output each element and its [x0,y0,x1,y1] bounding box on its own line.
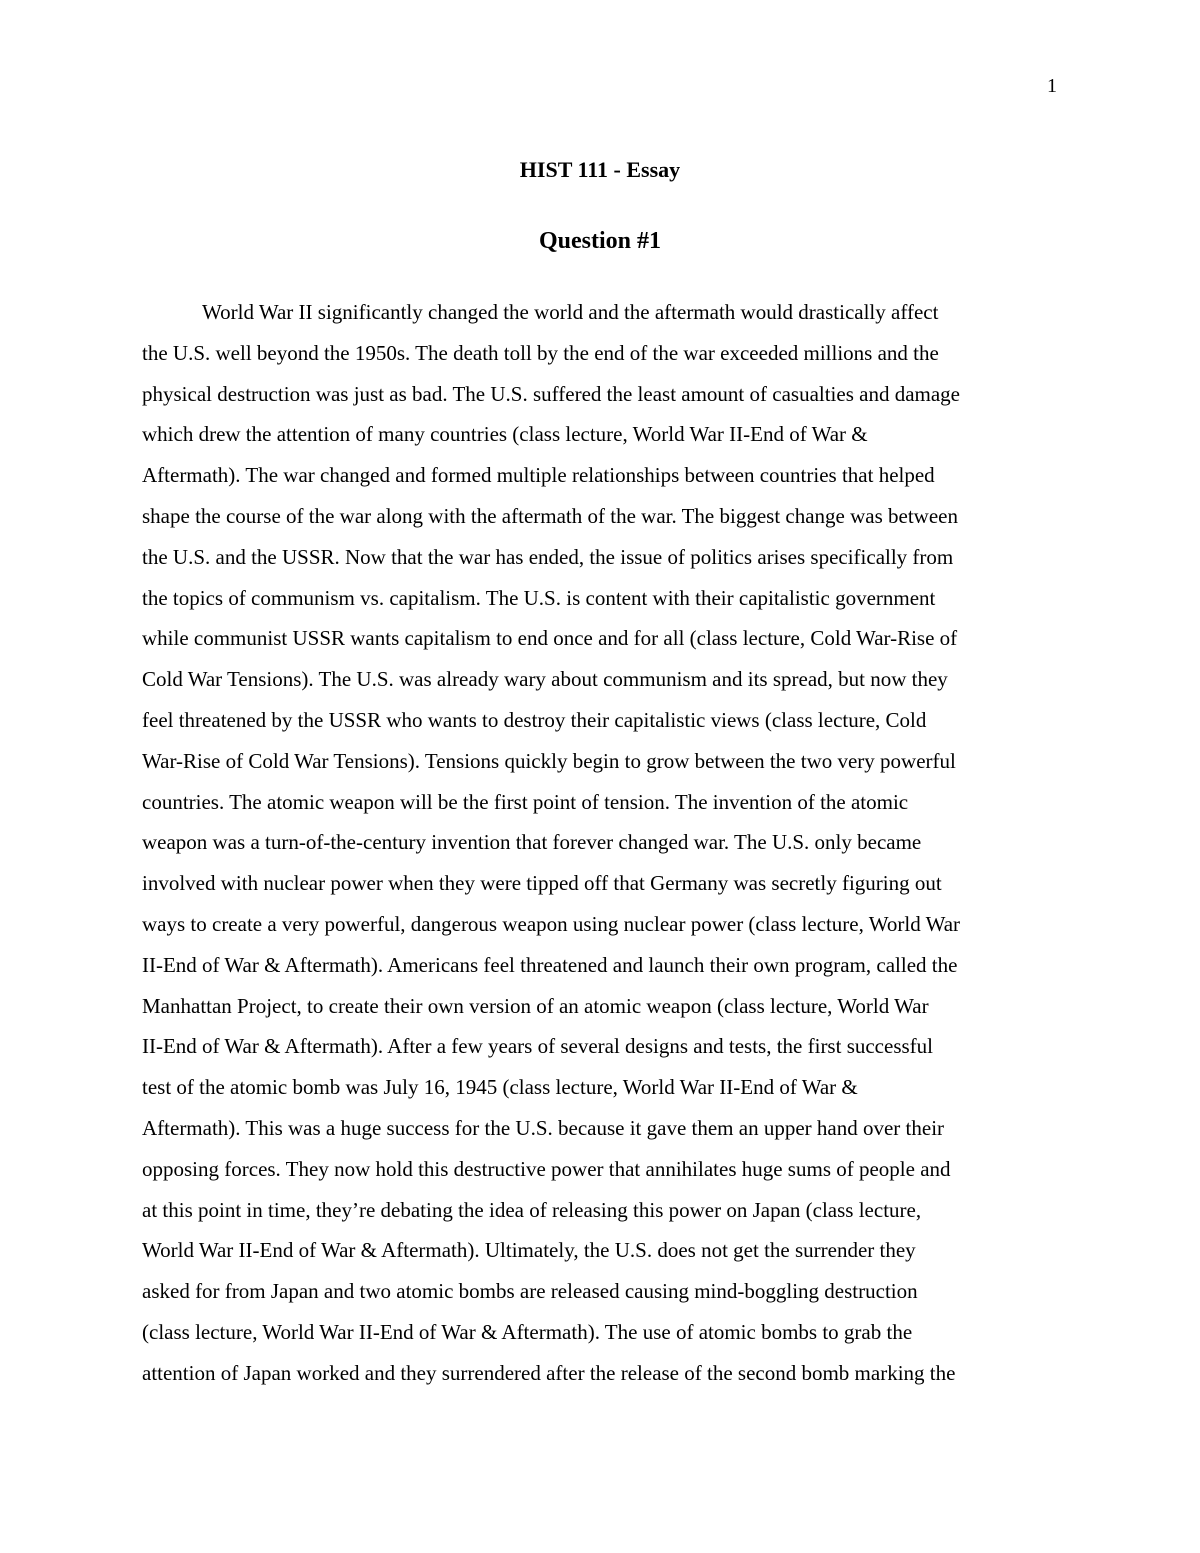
essay-line: shape the course of the war along with the aftermath of the war. The biggest change was between [142,503,958,528]
essay-line: attention of Japan worked and they surrendered after the release of the second bomb marking the [142,1360,956,1385]
essay-line: while communist USSR wants capitalism to end once and for all (class lecture, Cold War-Rise of [142,626,958,651]
essay-line: the topics of communism vs. capitalism. The U.S. is content with their capitalistic government [142,585,936,610]
essay-line: Cold War Tensions). The U.S. was already wary about communism and its spread, but now they [142,667,948,692]
essay-line: Aftermath). This was a huge success for the U.S. because it gave them an upper hand over their [142,1115,945,1140]
essay-line: countries. The atomic weapon will be the first point of tension. The invention of the atomic [142,789,909,814]
essay-line: involved with nuclear power when they were tipped off that Germany was secretly figuring out [142,871,942,896]
page-number: 1 [1047,75,1057,97]
essay-line: ways to create a very powerful, dangerous weapon using nuclear power (class lecture, World War [142,911,961,936]
essay-line: test of the atomic bomb was July 16, 1945 (class lecture, World War II-End of War & [142,1075,858,1100]
essay-line: Manhattan Project, to create their own version of an atomic weapon (class lecture, World War [142,993,929,1018]
essay-line: II-End of War & Aftermath). Americans feel threatened and launch their own program, called the [142,952,958,977]
essay-line: (class lecture, World War II-End of War & Aftermath). The use of atomic bombs to grab the [142,1319,913,1344]
essay-line: the U.S. well beyond the 1950s. The death toll by the end of the war exceeded millions and the [142,340,939,365]
essay-line: feel threatened by the USSR who wants to destroy their capitalistic views (class lecture, Cold [142,707,927,732]
section-heading: Question #1 [538,228,661,254]
essay-line: II-End of War & Aftermath). After a few years of several designs and tests, the first successful [142,1034,933,1059]
essay-line: weapon was a turn-of-the-century invention that forever changed war. The U.S. only became [142,830,922,855]
document-title: HIST 111 - Essay [519,157,681,182]
essay-line: which drew the attention of many countries (class lecture, World War II-End of War & [142,422,868,447]
essay-line: physical destruction was just as bad. The U.S. suffered the least amount of casualties and damage [142,381,961,406]
essay-line: War-Rise of Cold War Tensions). Tensions quickly begin to grow between the two very powerful [142,748,956,773]
essay-line: World War II significantly changed the world and the aftermath would drastically affect [202,300,939,324]
essay-line: asked for from Japan and two atomic bombs are released causing mind-boggling destruction [142,1279,918,1304]
essay-line: Aftermath). The war changed and formed multiple relationships between countries that helped [142,463,935,488]
essay-body [142,292,1072,1394]
essay-line: opposing forces. They now hold this destructive power that annihilates huge sums of people and [142,1156,951,1181]
essay-line: the U.S. and the USSR. Now that the war has ended, the issue of politics arises specifically from [142,544,954,569]
essay-line: at this point in time, they’re debating the idea of releasing this power on Japan (class lecture, [142,1197,922,1222]
essay-line: World War II-End of War & Aftermath). Ultimately, the U.S. does not get the surrender they [142,1238,916,1263]
